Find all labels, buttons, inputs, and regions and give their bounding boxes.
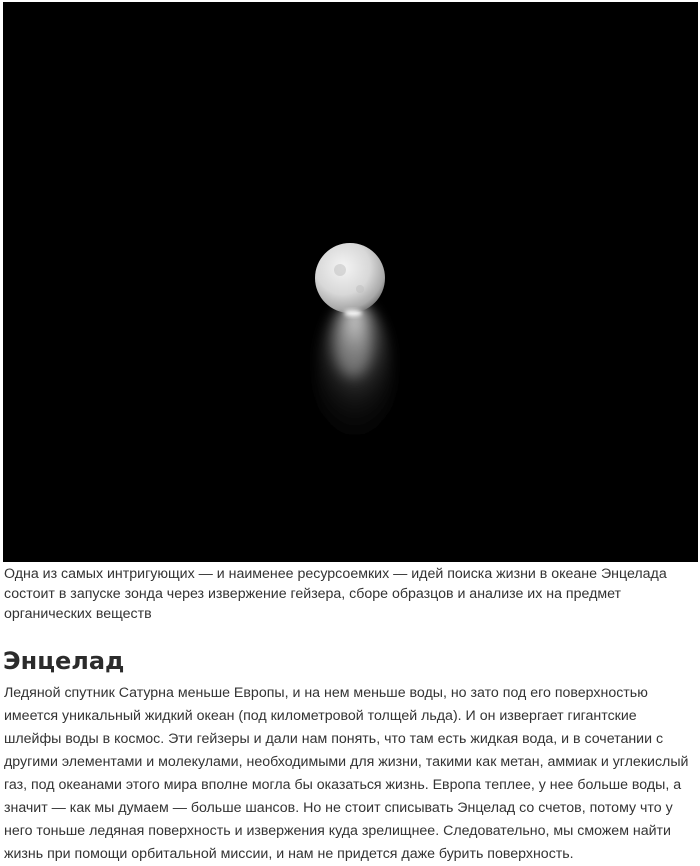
enceladus-illustration — [3, 2, 698, 562]
section-title: Энцелад — [3, 647, 125, 675]
section-paragraph: Ледяной спутник Сатурна меньше Европы, и на нем меньше воды, но зато под его поверхностью имеется уникальный жидкий океан (под километровой толщей льда). И он извергает гигантские шлейфы воды в космос. Эти гейзеры и дали нам понять, что там есть жидкая вода, и в сочетании с другими элементами и молекулами, необходимыми для жизни, такими как метан, аммиак и углекислый газ, под океанами этого мира вполне могла бы оказаться жизнь. Европа теплее, у нее больше воды, а значит — как мы думаем — больше шансов. Но не стоит списывать Энцелад со счетов, потому что у него тоньше ледяная поверхность и извержения куда зрелищнее. Следовательно, мы сможем найти жизнь при помощи орбитальной миссии, и нам не придется даже бурить поверхность. — [4, 685, 689, 862]
enceladus-photo — [3, 2, 698, 562]
figure-caption: Одна из самых интригующих — и наименее ресурсоемких — идей поиска жизни в океане Энцелада состоит в запуске зонда через извержение гейзера, сборе образцов и анализе их на предмет органических веществ — [4, 566, 667, 622]
geyser-plume — [317, 302, 393, 462]
